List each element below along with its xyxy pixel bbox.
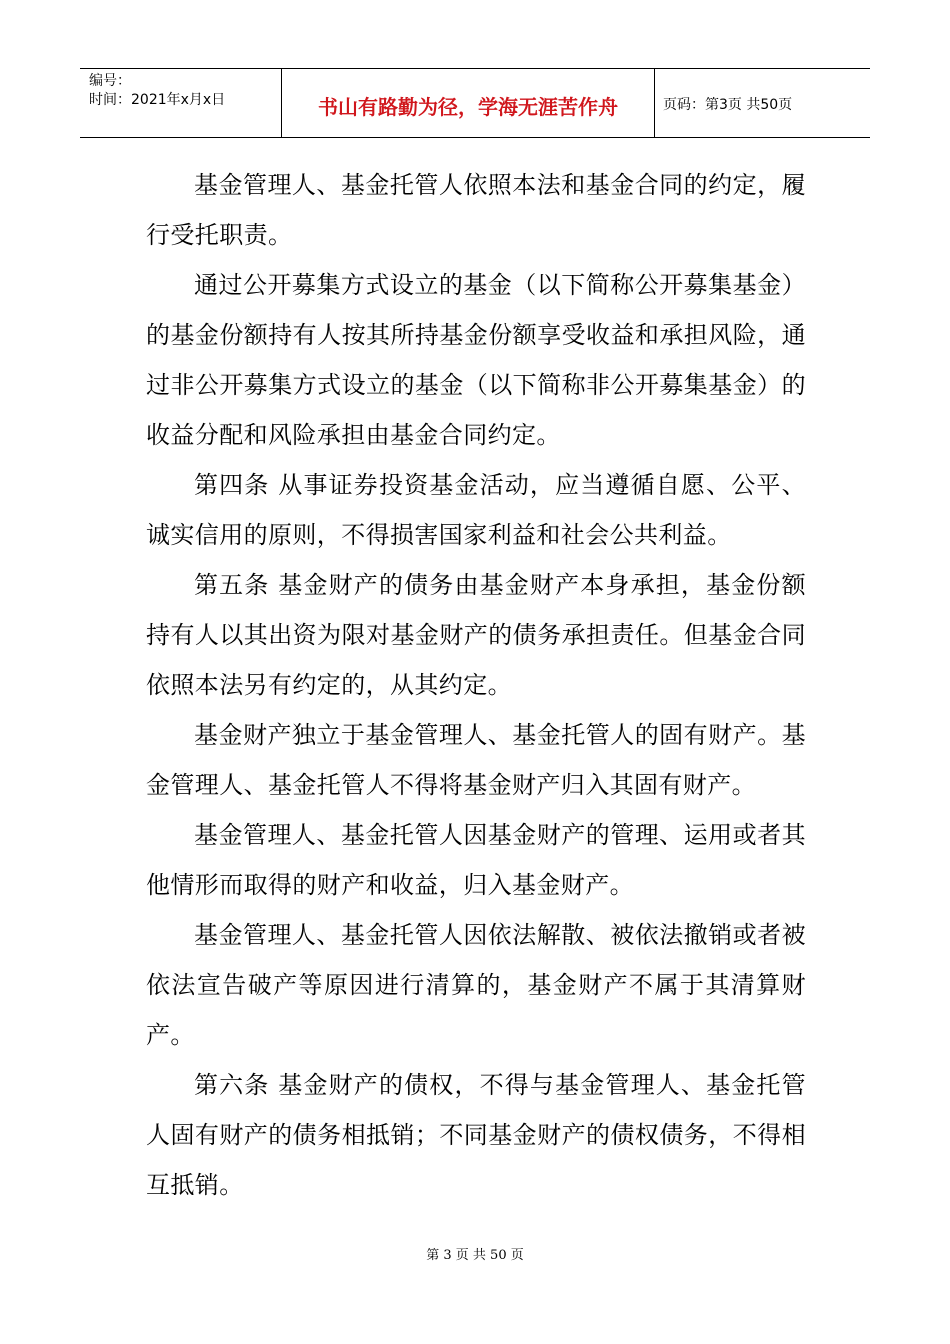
paragraph: 基金管理人、基金托管人因基金财产的管理、运用或者其他情形而取得的财产和收益，归入基金财产。: [146, 821, 806, 899]
paragraph: 第四条 从事证券投资基金活动，应当遵循自愿、公平、诚实信用的原则，不得损害国家利益和社会公共利益。: [146, 471, 806, 549]
header-motto: 书山有路勤为径，学海无涯苦作舟: [282, 69, 655, 137]
page-header: [80, 68, 870, 138]
header-page-info: 页码：第3页 共50页: [663, 97, 793, 113]
document-body: [146, 160, 806, 1210]
paragraph: 第五条 基金财产的债务由基金财产本身承担，基金份额持有人以其出资为限对基金财产的债务承担责任。但基金合同依照本法另有约定的，从其约定。: [146, 571, 806, 699]
paragraph: 基金管理人、基金托管人依照本法和基金合同的约定，履行受托职责。: [146, 171, 806, 249]
paragraph: 第六条 基金财产的债权，不得与基金管理人、基金托管人固有财产的债务相抵销；不同基金财产的债权债务，不得相互抵销。: [146, 1071, 806, 1199]
header-meta: [80, 69, 282, 137]
paragraph: 通过公开募集方式设立的基金（以下简称公开募集基金）的基金份额持有人按其所持基金份额享受收益和承担风险，通过非公开募集方式设立的基金（以下简称非公开募集基金）的收益分配和风险承担由基金合同约定。: [146, 271, 806, 449]
number-label: 编号：: [89, 73, 131, 89]
paragraph: 基金财产独立于基金管理人、基金托管人的固有财产。基金管理人、基金托管人不得将基金财产归入其固有财产。: [146, 721, 806, 799]
time-label: 时间：2021年x月x日: [89, 92, 226, 108]
paragraph: 基金管理人、基金托管人因依法解散、被依法撤销或者被依法宣告破产等原因进行清算的，基金财产不属于其清算财产。: [146, 921, 806, 1049]
page-footer: 第 3 页 共 50 页: [426, 1248, 524, 1263]
